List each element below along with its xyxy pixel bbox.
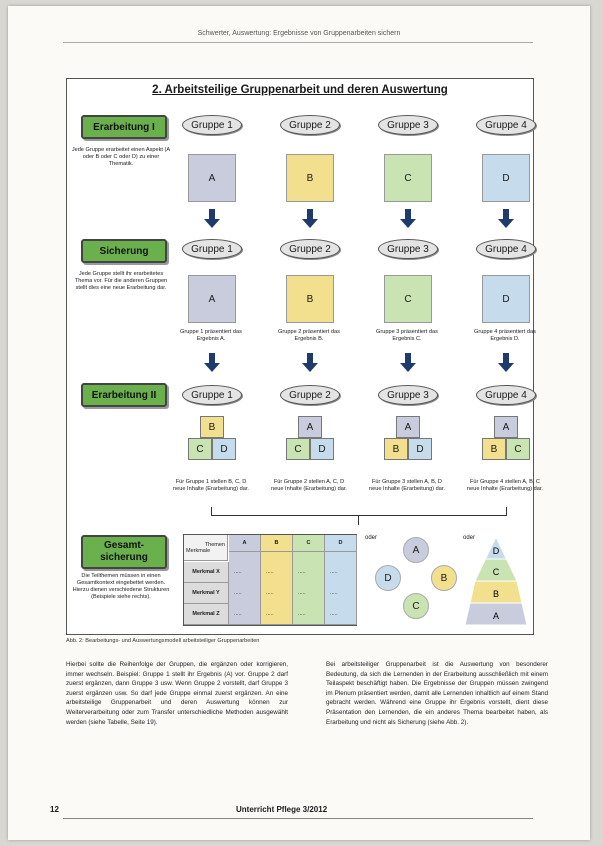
topic-block-c: C — [506, 438, 530, 460]
figure-title: 2. Arbeitsteilige Gruppenarbeit und deren Auswertung — [152, 84, 448, 96]
stage-note-4: Die Teilthemen müssen in einen Gesamtkontext eingebettet werden. Hierzu dienen verschiedene Strukturen (Beispiele siehe rechts). — [72, 573, 170, 600]
bracket-stem — [358, 515, 359, 525]
topic-block-d: D — [212, 438, 236, 460]
topic-block-b: B — [482, 438, 506, 460]
topic-square-d: D — [482, 154, 530, 202]
figure — [66, 78, 543, 635]
running-head: Schwerter, Auswertung: Ergebnisse von Gruppenarbeiten sichern — [197, 30, 401, 37]
circle-b: B — [431, 565, 457, 591]
group-pill: Gruppe 1 — [182, 385, 242, 405]
circle-c: C — [403, 593, 429, 619]
stage-label-erarbeitung-1: Erarbeitung I — [81, 115, 167, 139]
topic-square-c: C — [384, 275, 432, 323]
page-number: 12 — [50, 805, 59, 814]
present-caption: Gruppe 1 präsentiert das Ergebnis A. — [180, 329, 242, 342]
stage3-caption: Für Gruppe 2 stellen A, C, D neue Inhalte (Erarbeitung) dar. — [271, 479, 347, 492]
corner-bottom: Merkmale — [186, 547, 211, 554]
matrix-cell: ..... — [330, 611, 338, 617]
matrix-header: D — [325, 535, 357, 552]
divider — [63, 42, 533, 43]
matrix-cell: ..... — [298, 611, 306, 617]
matrix-cell: ..... — [330, 569, 338, 575]
matrix-cell: ..... — [266, 590, 274, 596]
topic-block-a: A — [298, 416, 322, 438]
present-caption: Gruppe 4 präsentiert das Ergebnis D. — [474, 329, 536, 342]
stage-note-1: Jede Gruppe erarbeitet einen Aspekt (A oder B oder C oder D) zu einer Thematik. — [71, 147, 171, 167]
group-pill: Gruppe 3 — [378, 115, 438, 135]
matrix-corner — [184, 535, 228, 561]
bracket — [211, 507, 507, 516]
pyramid — [463, 537, 529, 625]
page — [8, 6, 590, 840]
pyramid-label-d: D — [492, 546, 500, 556]
group-pill: Gruppe 2 — [280, 385, 340, 405]
topic-square-b: B — [286, 154, 334, 202]
topic-square-d: D — [482, 275, 530, 323]
matrix-cell: ..... — [234, 590, 242, 596]
oder-label: oder — [365, 535, 378, 541]
stage-label-sicherung: Sicherung — [81, 239, 167, 263]
matrix-cell: ..... — [266, 611, 274, 617]
stage3-caption: Für Gruppe 1 stellen B, C, D neue Inhalte (Erarbeitung) dar. — [173, 479, 249, 492]
stage-note-2: Jede Gruppe stellt ihr erarbeitetes Thema vor. Für die anderen Gruppen stellt dies eine neue Erarbeitung dar. — [74, 271, 168, 291]
matrix-header: A — [229, 535, 261, 552]
stage3-caption: Für Gruppe 3 stellen A, B, D neue Inhalte (Erarbeitung) dar. — [369, 479, 445, 492]
matrix-row-label: Merkmal X — [184, 562, 229, 583]
group-pill: Gruppe 3 — [378, 239, 438, 259]
matrix-cell: ..... — [330, 590, 338, 596]
topic-square-c: C — [384, 154, 432, 202]
topic-block-d: D — [408, 438, 432, 460]
matrix-cell: ..... — [234, 569, 242, 575]
matrix-row-label: Merkmal Z — [184, 604, 229, 625]
stage-label-erarbeitung-2: Erarbeitung II — [81, 383, 167, 407]
topic-block-d: D — [310, 438, 334, 460]
topic-square-a: A — [188, 154, 236, 202]
present-caption: Gruppe 2 präsentiert das Ergebnis B. — [278, 329, 340, 342]
pyramid-label-a: A — [492, 611, 500, 621]
topic-square-a: A — [188, 275, 236, 323]
stage-label-gesamtsicherung: Gesamt-sicherung — [81, 535, 167, 569]
topic-block-c: C — [188, 438, 212, 460]
group-pill: Gruppe 2 — [280, 115, 340, 135]
matrix-cell: ..... — [234, 611, 242, 617]
group-pill: Gruppe 4 — [476, 115, 536, 135]
group-pill: Gruppe 2 — [280, 239, 340, 259]
circle-a: A — [403, 537, 429, 563]
corner-top: Themen — [204, 541, 225, 548]
matrix-cell: ..... — [298, 569, 306, 575]
topic-block-a: A — [494, 416, 518, 438]
pyramid-label-b: B — [492, 589, 500, 599]
matrix-cell: ..... — [298, 590, 306, 596]
topic-block-b: B — [384, 438, 408, 460]
text-column-left: Hierbei sollte die Reihenfolge der Gruppen, die ergänzen oder korrigieren, immer wechseln. Beispiel: Gruppe 1 stellt ihr Ergebnis (A) vor. Gruppe 2 darf zuerst ergänzen, dann Gruppe 3 usw. Wenn Gruppe 2 vorstellt, darf Gruppe 3 zuerst ergänzen usw. So darf jede Gruppe einmal zuerst ergänzen. An eine arbeitsteilige Gruppenarbeit und deren Auswertung können zur Weiterverarbeitung oder zum Transfer unterschiedliche Methoden ausgewählt werden (siehe Tabelle, Seite 19). — [66, 661, 288, 726]
text-column-right: Bei arbeitsteiliger Gruppenarbeit ist die Auswertung von besonderer Bedeutung, da sich die Lernenden in der Erarbeitung ausschließlich mit einem Teilaspekt beschäftigt haben. Die Ergebnisse der Gruppen müssen zwingend im Plenum präsentiert werden, damit alle Lernenden inhaltlich auf einem Stand gebracht werden. Während eine Gruppe ihr Ergebnis vorstellt, dient diese Präsentation den Lernenden, die ein anderes Thema bearbeitet haben, als Erarbeitung und nicht als Sicherung (siehe Abb. 2). — [326, 661, 548, 726]
topic-block-c: C — [286, 438, 310, 460]
matrix-header: B — [261, 535, 293, 552]
circle-d: D — [375, 565, 401, 591]
matrix-table — [183, 534, 357, 626]
figure-caption: Abb. 2: Bearbeitungs- und Auswertungsmodell arbeitsteiliger Gruppenarbeiten — [66, 638, 260, 644]
divider — [63, 818, 533, 819]
oder-label: oder — [463, 535, 476, 541]
topic-square-b: B — [286, 275, 334, 323]
matrix-header: C — [293, 535, 325, 552]
topic-block-b: B — [200, 416, 224, 438]
group-pill: Gruppe 1 — [182, 239, 242, 259]
present-caption: Gruppe 3 präsentiert das Ergebnis C. — [376, 329, 438, 342]
group-pill: Gruppe 1 — [182, 115, 242, 135]
group-pill: Gruppe 4 — [476, 385, 536, 405]
matrix-cell: ..... — [266, 569, 274, 575]
matrix-row-label: Merkmal Y — [184, 583, 229, 604]
group-pill: Gruppe 4 — [476, 239, 536, 259]
stage3-caption: Für Gruppe 4 stellen A, B, C neue Inhalte (Erarbeitung) dar. — [467, 479, 543, 492]
pyramid-label-c: C — [492, 567, 500, 577]
group-pill: Gruppe 3 — [378, 385, 438, 405]
topic-block-a: A — [396, 416, 420, 438]
journal-name: Unterricht Pflege 3/2012 — [236, 805, 328, 814]
